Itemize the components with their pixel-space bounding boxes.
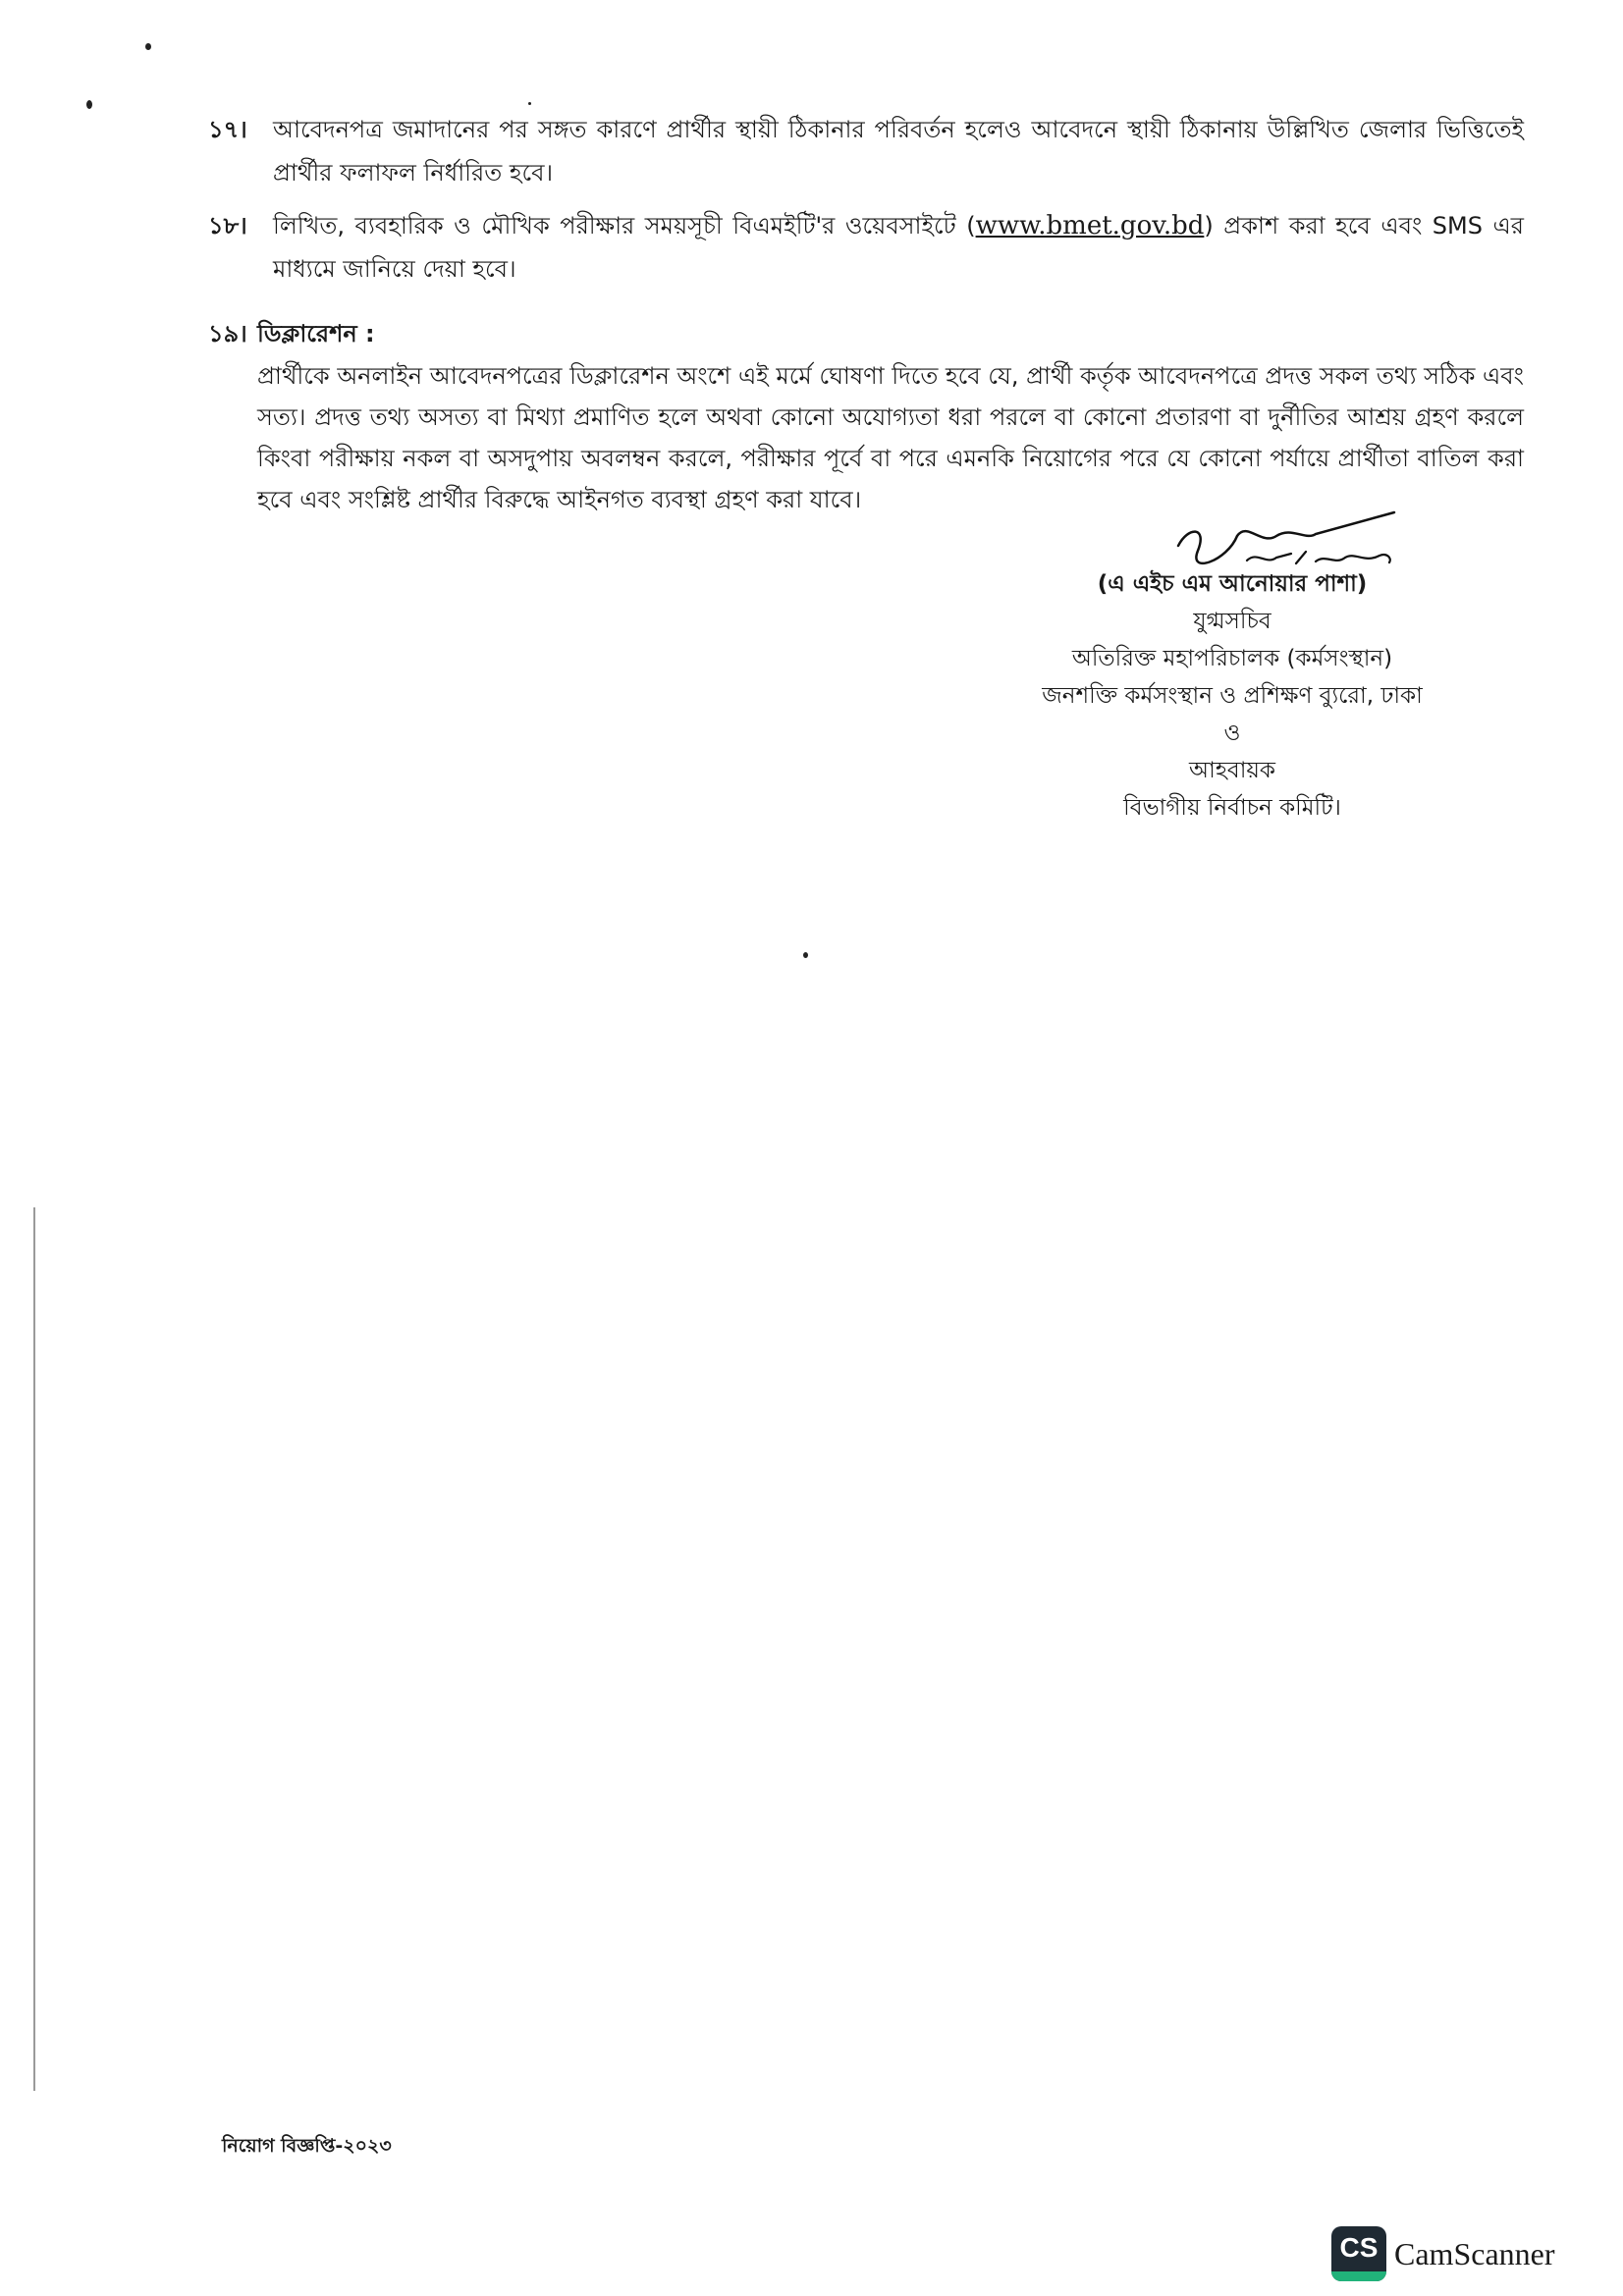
signature-block [1011, 565, 1453, 827]
footer-reference: নিয়োগ বিজ্ঞপ্তি-২০২৩ [222, 2135, 392, 2157]
camscanner-watermark [1331, 2226, 1555, 2281]
clause-text-after: ) প্রকাশ করা হবে এবং SMS এর মাধ্যমে জানিয়ে দেয়া হবে। [273, 212, 1524, 283]
signatory-committee: বিভাগীয় নির্বাচন কমিটি। [1123, 795, 1341, 821]
camscanner-icon-letters: CS [1339, 2232, 1379, 2263]
clause-number: ১৮। [208, 212, 247, 240]
camscanner-icon-bar [1331, 2271, 1386, 2281]
camscanner-text: CamScanner [1394, 2235, 1555, 2271]
clause-number: ১৯। [208, 320, 247, 347]
clause-number: ১৭। [208, 116, 247, 143]
website-link[interactable]: www.bmet.gov.bd [975, 211, 1205, 240]
scan-page-edge [33, 1207, 35, 2091]
signatory-conjunction: ও [1223, 721, 1241, 746]
scan-speck [86, 100, 92, 109]
clause-text [273, 204, 1524, 291]
scan-speck [803, 952, 808, 958]
signatory-position: অতিরিক্ত মহাপরিচালক (কর্মসংস্থান) [1071, 646, 1393, 671]
clause-18 [208, 204, 1524, 291]
signatory-role: আহবায়ক [1188, 758, 1276, 783]
signatory-designation: যুগ্মসচিব [1193, 609, 1271, 634]
clause-17 [208, 108, 1524, 194]
declaration-text: প্রার্থীকে অনলাইন আবেদনপত্রের ডিক্লারেশন অংশে এই মর্মে ঘোষণা দিতে হবে যে, প্রার্থী কর্তৃক আবেদনপত্রে প্রদত্ত সকল তথ্য সঠিক এবং সত্য। প্রদত্ত তথ্য অসত্য বা মিথ্যা প্রমাণিত হলে অথবা কোনো অযোগ্যতা ধরা পরলে বা কোনো প্রতারণা বা দুর্নীতির আশ্রয় গ্রহণ করলে কিংবা পরীক্ষায় নকল বা অসদুপায় অবলম্বন করলে, পরীক্ষার পূর্বে বা পরে এমনকি নিয়োগের পরে যে কোনো পর্যায়ে প্রার্থীতা বাতিল করা হবে এবং সংশ্লিষ্ট প্রার্থীর বিরুদ্ধে আইনগত ব্যবস্থা গ্রহণ করা যাবে। [257, 362, 1524, 513]
camscanner-icon [1331, 2226, 1386, 2281]
scan-speck [145, 43, 151, 50]
signatory-office: জনশক্তি কর্মসংস্থান ও প্রশিক্ষণ ব্যুরো, ঢাকা [1042, 683, 1423, 709]
clause-text: আবেদনপত্র জমাদানের পর সঙ্গত কারণে প্রার্থীর স্থায়ী ঠিকানার পরিবর্তন হলেও আবেদনে স্থায়ী ঠিকানায় উল্লিখিত জেলার ভিত্তিতেই প্রার্থীর ফলাফল নির্ধারিত হবে। [273, 116, 1524, 187]
signatory-name: (এ এইচ এম আনোয়ার পাশা) [1097, 571, 1368, 597]
scan-speck [528, 102, 531, 105]
clause-text-before: লিখিত, ব্যবহারিক ও মৌখিক পরীক্ষার সময়সূচী বিএমইটি'র ওয়েবসাইটে ( [273, 212, 976, 240]
declaration-heading: ডিক্লারেশন : [257, 320, 375, 347]
clause-19-declaration [208, 312, 1524, 520]
